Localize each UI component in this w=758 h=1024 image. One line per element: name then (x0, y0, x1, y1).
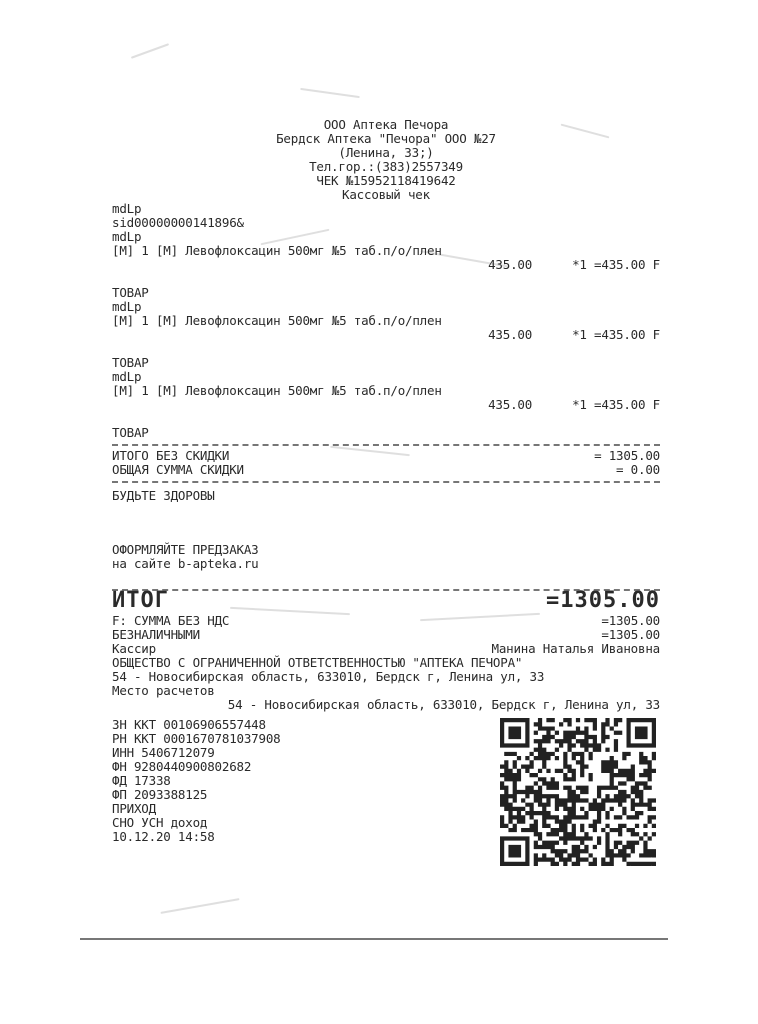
promo-line: на сайте b-apteka.ru (112, 556, 259, 571)
mdlp-code: mdLp (112, 299, 142, 314)
item-sum: *1 =435.00 F (572, 397, 660, 412)
discount-row (112, 463, 660, 477)
divider (112, 481, 660, 483)
divider (112, 444, 660, 446)
mdlp-code: mdLp (112, 201, 142, 216)
fp-number: ФП 2093388125 (112, 787, 208, 802)
cashier-row (112, 642, 660, 656)
item-type: ТОВАР (112, 285, 149, 300)
qr-code-icon (500, 718, 656, 866)
item-price: 435.00 (488, 327, 533, 342)
subtotal-label: ИТОГО БЕЗ СКИДКИ (112, 448, 230, 463)
cashless-row (112, 628, 660, 642)
list-item (112, 384, 660, 440)
place-label: Место расчетов (112, 683, 215, 698)
paper-edge (80, 938, 668, 940)
document-type: Кассовый чек (342, 187, 430, 202)
item-type: ТОВАР (112, 355, 149, 370)
item-price: 435.00 (488, 397, 533, 412)
item-name: [М] 1 [М] Левофлоксацин 500мг №5 таб.п/о/плен (112, 313, 442, 328)
total-value: =1305.00 (546, 588, 660, 613)
store-address: (Ленина, 33;) (338, 145, 434, 160)
cashier-label: Кассир (112, 641, 156, 656)
item-name: [М] 1 [М] Левофлоксацин 500мг №5 таб.п/о/плен (112, 243, 442, 258)
mdlp-code: mdLp (112, 229, 142, 244)
item-list (112, 244, 660, 440)
operation-type: ПРИХОД (112, 801, 156, 816)
item-type: ТОВАР (112, 425, 149, 440)
subtotal-row (112, 449, 660, 463)
list-item (112, 314, 660, 384)
org-name: ООО Аптека Печора (323, 117, 449, 132)
fn-number: ФН 9280440900802682 (112, 759, 252, 774)
kkt-serial: ЗН ККТ 00106906557448 (112, 717, 266, 732)
date-time: 10.12.20 14:58 (112, 829, 215, 844)
item-sum: *1 =435.00 F (572, 257, 660, 272)
receipt (112, 118, 660, 866)
item-sum: *1 =435.00 F (572, 327, 660, 342)
store-phone: Тел.гор.:(383)2557349 (309, 159, 463, 174)
kkt-reg-number: РН ККТ 0001670781037908 (112, 731, 281, 746)
discount-label: ОБЩАЯ СУММА СКИДКИ (112, 462, 244, 477)
sid-code: sid00000000141896& (112, 215, 244, 230)
item-price: 435.00 (488, 257, 533, 272)
company-address: 54 - Новосибирская область, 633010, Бердск г, Ленина ул, 33 (112, 669, 545, 684)
place-address: 54 - Новосибирская область, 633010, Бердск г, Ленина ул, 33 (227, 697, 660, 712)
store-name: Бердск Аптека "Печора" ООО №27 (276, 131, 496, 146)
discount-value: = 0.00 (616, 462, 660, 477)
tax-system: СНО УСН доход (112, 815, 208, 830)
vat-value: =1305.00 (601, 613, 660, 628)
cashier-name: Манина Наталья Ивановна (491, 641, 660, 656)
fiscal-data (112, 718, 281, 866)
item-name: [М] 1 [М] Левофлоксацин 500мг №5 таб.п/о/плен (112, 383, 442, 398)
receipt-header (112, 118, 660, 202)
fiscal-block (112, 718, 660, 866)
check-number: ЧЕК №15952118419642 (316, 173, 456, 188)
subtotal-value: = 1305.00 (594, 448, 660, 463)
mdlp-code: mdLp (112, 369, 142, 384)
wish-text: БУДЬТЕ ЗДОРОВЫ (112, 488, 215, 503)
cashless-value: =1305.00 (601, 627, 660, 642)
divider (112, 589, 660, 591)
company-name: ОБЩЕСТВО С ОГРАНИЧЕННОЙ ОТВЕТСТВЕННОСТЬЮ "АПТЕКА ПЕЧОРА" (112, 655, 523, 670)
vat-row (112, 614, 660, 628)
list-item (112, 244, 660, 314)
total-row (112, 588, 660, 613)
promo-line: ОФОРМЛЯЙТЕ ПРЕДЗАКАЗ (112, 542, 259, 557)
total-label: ИТОГ (112, 588, 169, 613)
fd-number: ФД 17338 (112, 773, 171, 788)
cashless-label: БЕЗНАЛИЧНЫМИ (112, 627, 200, 642)
inn: ИНН 5406712079 (112, 745, 215, 760)
vat-label: F: СУММА БЕЗ НДС (112, 613, 230, 628)
